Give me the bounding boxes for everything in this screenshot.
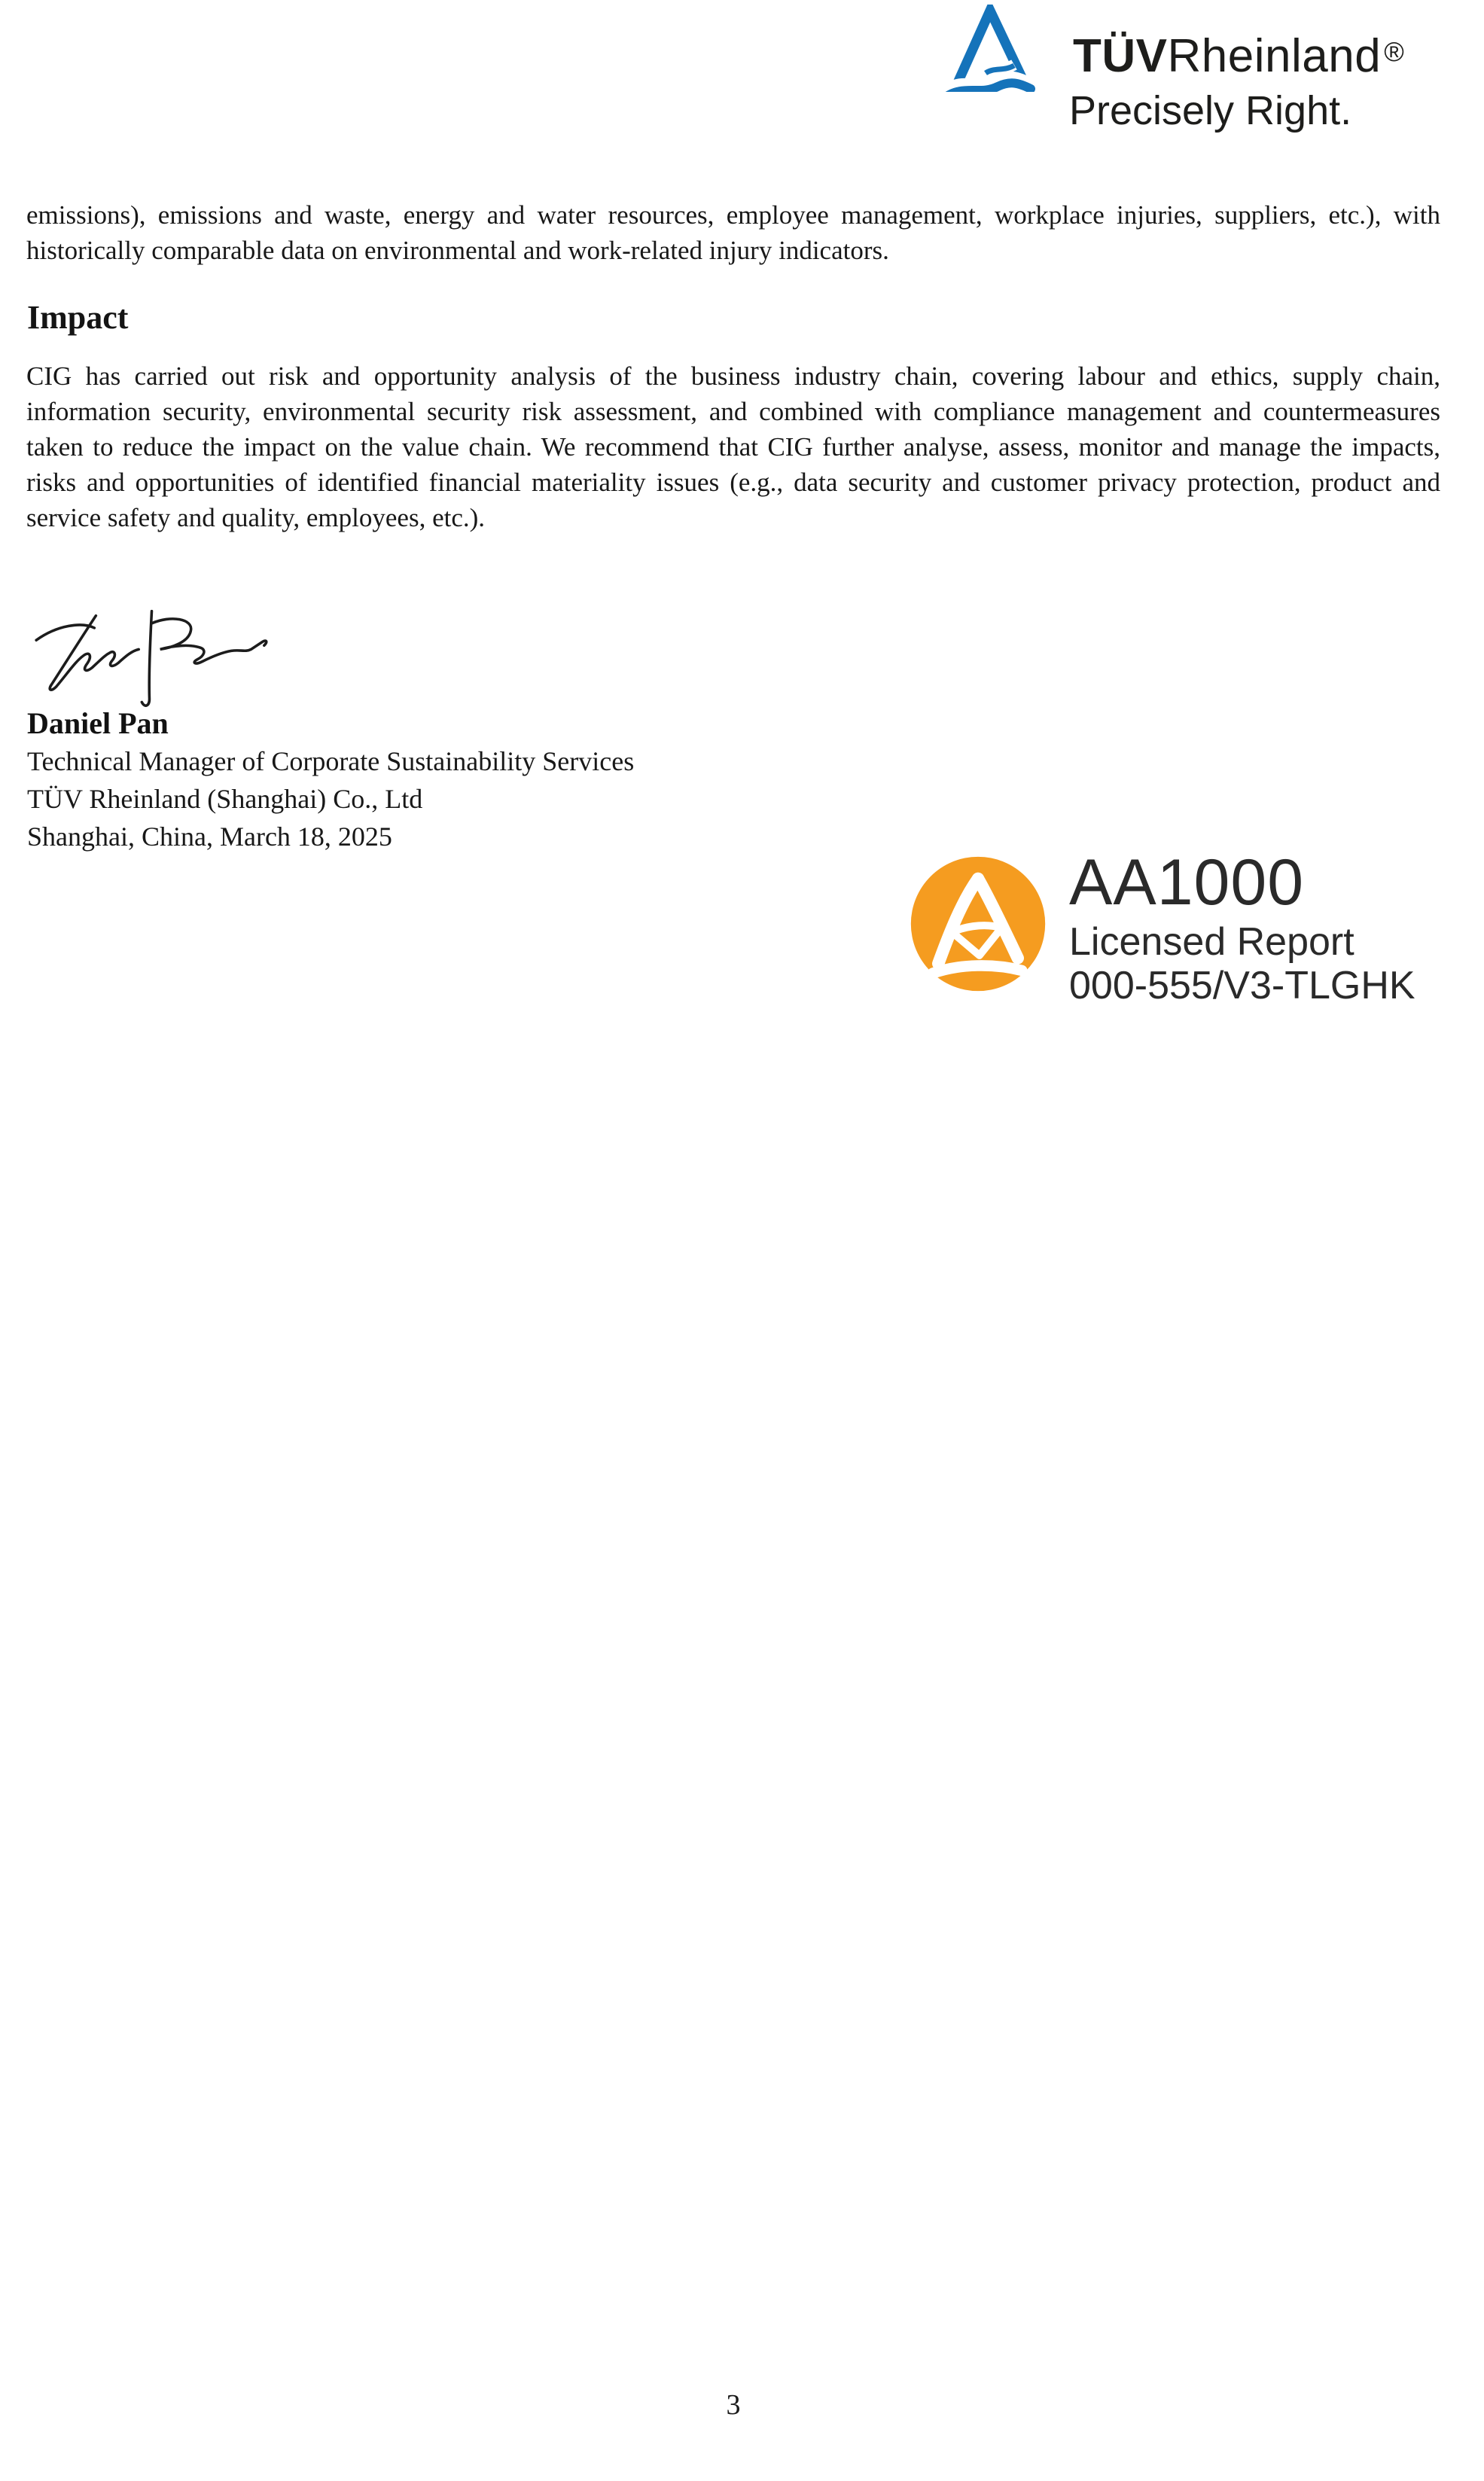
signatory-block bbox=[27, 705, 634, 855]
aa1000-code: 000-555/V3-TLGHK bbox=[1069, 964, 1415, 1007]
brand-wordmark bbox=[1073, 30, 1405, 83]
signatory-place-date: Shanghai, China, March 18, 2025 bbox=[27, 821, 392, 852]
page-number: 3 bbox=[726, 2389, 741, 2421]
brand-tagline: Precisely Right. bbox=[1069, 88, 1352, 133]
brand-wordmark-rheinland: Rheinland bbox=[1167, 30, 1382, 82]
tuv-triangle-icon bbox=[943, 5, 1040, 92]
signature-image bbox=[29, 601, 273, 710]
impact-paragraph: CIG has carried out risk and opportunity analysis of the business industry chain, covering labour and ethics, supply chain, information security, environmental security risk assessment, and combined with compliance management and countermeasures taken to reduce the impact on the value chain. We recommend that CIG further analyse, assess, monitor and manage the impacts, risks and opportunities of identified financial materiality issues (e.g., data security and customer privacy protection, product and service safety and quality, employees, etc.). bbox=[26, 361, 1440, 532]
aa1000-badge-icon bbox=[910, 855, 1047, 992]
impact-heading: Impact bbox=[27, 299, 129, 336]
intro-paragraph: emissions), emissions and waste, energy and water resources, employee management, workplace injuries, suppliers, etc.), with historically comparable data on environmental and work-related injury indicators. bbox=[26, 200, 1440, 265]
tuv-rheinland-logo bbox=[0, 0, 1484, 181]
signatory-title: Technical Manager of Corporate Sustainability Services bbox=[27, 746, 635, 776]
signatory-company: TÜV Rheinland (Shanghai) Co., Ltd bbox=[27, 784, 423, 814]
registered-trademark-icon: ® bbox=[1384, 36, 1405, 67]
aa1000-text-block bbox=[1069, 846, 1415, 1007]
aa1000-subtitle: Licensed Report bbox=[1069, 920, 1354, 964]
signatory-name: Daniel Pan bbox=[27, 706, 169, 740]
brand-wordmark-tuv: TÜV bbox=[1073, 30, 1168, 82]
aa1000-title: AA1000 bbox=[1069, 846, 1305, 919]
